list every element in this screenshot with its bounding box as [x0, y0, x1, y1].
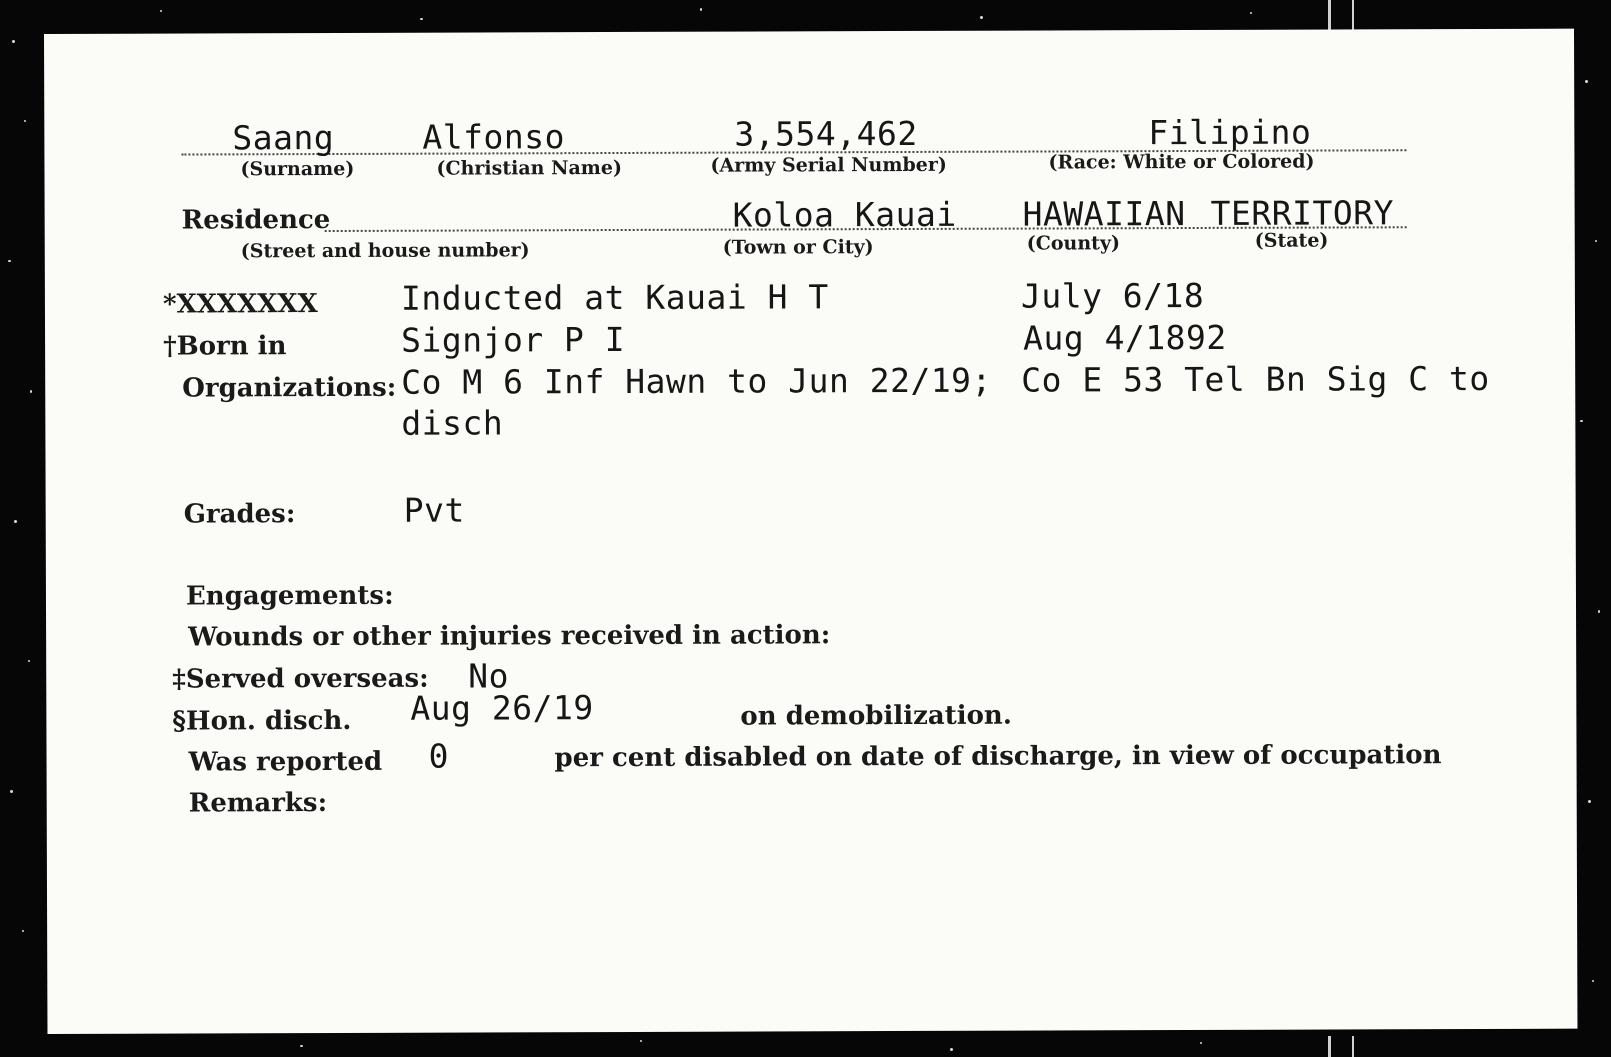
surname-value: Saang — [232, 117, 335, 158]
enlisted-date: July 6/18 — [1020, 275, 1205, 316]
engagements-label: Engagements: — [185, 580, 394, 612]
state-caption: (State) — [1254, 229, 1329, 252]
honorable-discharge-date: Aug 26/19 — [410, 688, 594, 728]
organizations-label: Organizations: — [182, 372, 397, 404]
organizations-line-1b: Co E 53 Tel Bn Sig C to — [1021, 358, 1490, 400]
organizations-line-1: Co M 6 Inf Hawn to Jun 22/19; — [401, 360, 992, 402]
street-caption: (Street and house number) — [240, 239, 530, 263]
race-value: Filipino — [1148, 112, 1312, 153]
was-reported-label: Was reported — [188, 746, 383, 778]
grades-label: Grades: — [183, 499, 296, 530]
wounds-label: Wounds or other injuries received in action: — [188, 620, 831, 653]
disability-percent-value: 0 — [428, 736, 449, 776]
served-overseas-label: ‡Served overseas: — [172, 663, 429, 695]
grades-value: Pvt — [403, 490, 465, 530]
state-value: TERRITORY — [1210, 193, 1395, 233]
discharge-suffix: on demobilization. — [740, 700, 1012, 732]
honorable-discharge-label: §Hon. disch. — [172, 705, 352, 737]
served-overseas-value: No — [468, 656, 510, 696]
remarks-label: Remarks: — [188, 788, 328, 819]
organizations-line-2: disch — [401, 403, 504, 443]
race-caption: (Race: White or Colored) — [1048, 150, 1315, 174]
born-value: Signjor P I — [401, 319, 626, 360]
christian-name-caption: (Christian Name) — [436, 156, 622, 180]
serial-number-value: 3,554,462 — [734, 113, 918, 154]
surname-caption: (Surname) — [240, 157, 355, 181]
town-value: Koloa Kauai — [732, 194, 957, 235]
town-caption: (Town or City) — [722, 236, 874, 259]
disability-suffix: per cent disabled on date of discharge, in view of occupation — [554, 740, 1442, 774]
record-card — [44, 29, 1577, 1034]
serial-number-caption: (Army Serial Number) — [710, 153, 947, 177]
county-value: HAWAIIAN — [1022, 194, 1186, 234]
born-label: †Born in — [163, 331, 287, 362]
enlisted-value: Inducted at Kauai H T — [400, 277, 829, 318]
enlisted-label: *XXXXXXX — [162, 289, 318, 320]
born-date: Aug 4/1892 — [1022, 317, 1227, 358]
residence-label: Residence — [181, 205, 331, 236]
christian-name-value: Alfonso — [422, 117, 566, 157]
county-caption: (County) — [1026, 232, 1120, 255]
